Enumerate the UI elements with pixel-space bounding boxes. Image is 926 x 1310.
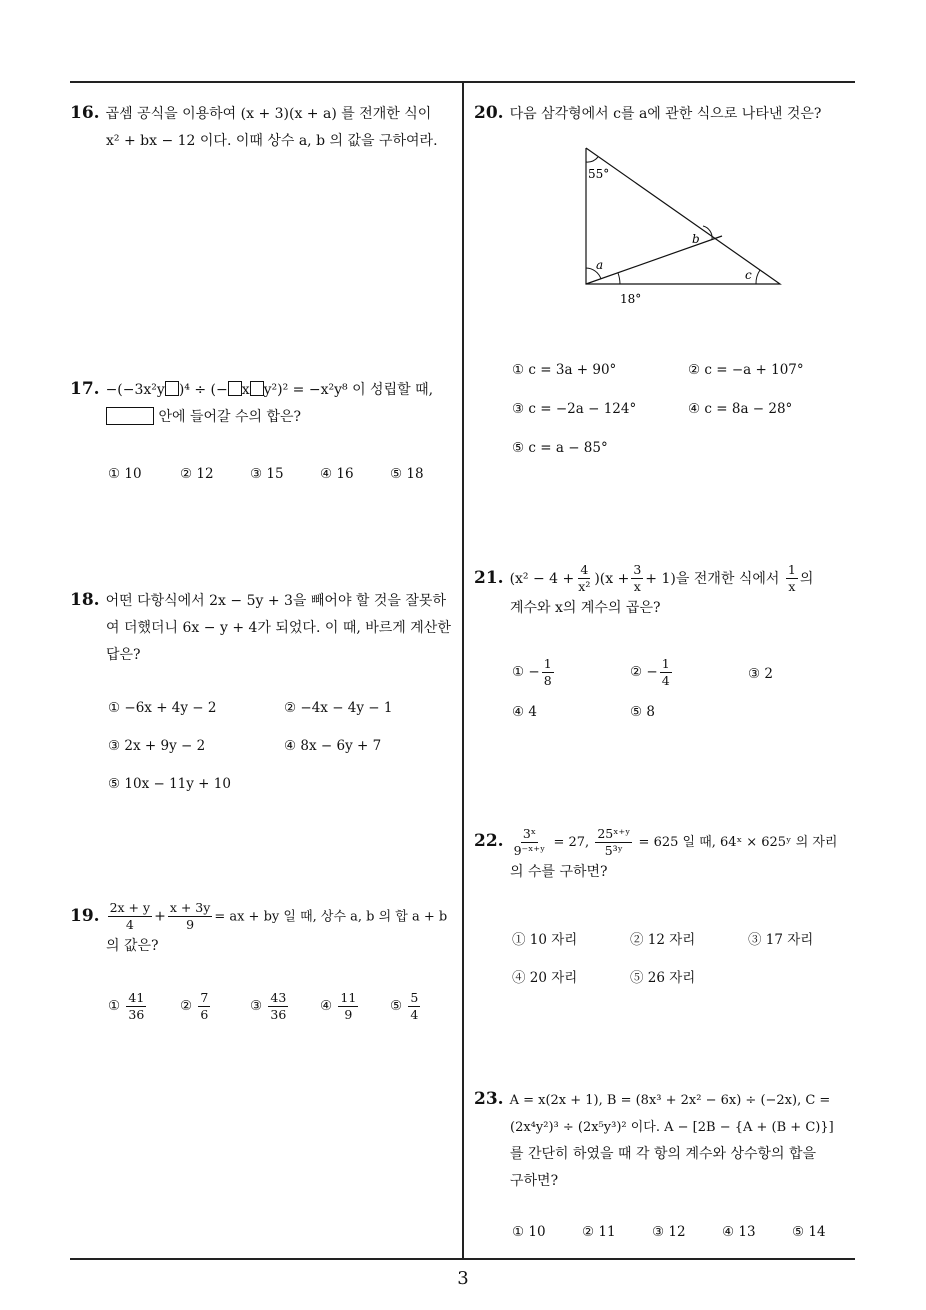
- question-text: = ax + by 일 때, 상수 a, b 의 합 a + b: [214, 909, 448, 925]
- option[interactable]: ③ 15: [250, 466, 284, 482]
- option[interactable]: ① −6x + 4y − 2: [108, 700, 217, 716]
- question-text: 곱셈 공식을 이용하여 (x + 3)(x + a) 를 전개한 식이: [105, 106, 432, 122]
- triangle-figure: [560, 140, 800, 310]
- option[interactable]: ① $\frac{41}{36}$: [108, 990, 145, 1022]
- option[interactable]: ③ 17 자리: [748, 932, 814, 948]
- option[interactable]: ④ 16: [320, 466, 354, 482]
- page-number: 3: [457, 1268, 469, 1289]
- option[interactable]: ② 11: [582, 1224, 616, 1240]
- option[interactable]: ② − $\frac{1}{4}$: [630, 656, 670, 688]
- blank-box: [228, 381, 242, 396]
- option[interactable]: ⑤ 14: [792, 1224, 826, 1240]
- answer-box: [106, 407, 154, 425]
- question-22: [474, 826, 866, 886]
- question-16: [70, 100, 460, 155]
- option[interactable]: ③ 12: [652, 1224, 686, 1240]
- question-23: [474, 1086, 866, 1195]
- option[interactable]: ⑤ c = a − 85°: [512, 440, 608, 456]
- bottom-rule: [70, 1258, 855, 1260]
- option[interactable]: ③ c = −2a − 124°: [512, 401, 637, 417]
- question-text: 안에 들어갈 수의 합은?: [70, 404, 460, 431]
- question-number: 18.: [70, 590, 100, 610]
- option[interactable]: ① c = 3a + 90°: [512, 362, 617, 378]
- option[interactable]: ④ c = 8a − 28°: [688, 401, 793, 417]
- question-text: (2x⁴y²)³ ÷ (2x⁵y³)² 이다. A − [2B − {A + (B + C)}]: [510, 1120, 834, 1135]
- fraction: $\frac{2x + y}{4}$: [109, 900, 151, 932]
- question-text: 답은?: [106, 647, 141, 663]
- option[interactable]: ① − $\frac{1}{8}$: [512, 656, 552, 688]
- question-text: 계수와 x의 계수의 곱은?: [510, 600, 661, 616]
- angle-label-b: b: [692, 232, 700, 246]
- angle-label-a: a: [596, 258, 604, 272]
- option[interactable]: ④ 20 자리: [512, 970, 578, 986]
- option[interactable]: ③ $\frac{43}{36}$: [250, 990, 287, 1022]
- option[interactable]: ② 12 자리: [630, 932, 696, 948]
- option[interactable]: ③ 2: [748, 666, 773, 682]
- question-17: [70, 376, 460, 431]
- angle-label-bottom: 18°: [620, 292, 642, 306]
- option[interactable]: ① 10 자리: [512, 932, 578, 948]
- option[interactable]: ⑤ 10x − 11y + 10: [108, 776, 231, 792]
- option[interactable]: ⑤ $\frac{5}{4}$: [390, 990, 419, 1022]
- question-text: −(−3x²y )⁴ ÷ (− x y²)² = −x²y⁸ 이 성립할 때,: [105, 382, 434, 398]
- option[interactable]: ⑤ 26 자리: [630, 970, 696, 986]
- option[interactable]: ⑤ 8: [630, 704, 655, 720]
- question-number: 20.: [474, 103, 504, 123]
- question-text: $\frac{\text{3ˣ}}{\text{9⁻ˣ⁺ʸ}}$ = 27, $\frac{\text{25ˣ⁺ʸ}}{\text{5³ʸ}}$ = 625 일 때, 64ˣ × 625ʸ 의 자리: [513, 826, 838, 858]
- question-text: 의 수를 구하면?: [510, 864, 608, 880]
- question-text: 의 값은?: [106, 938, 159, 954]
- option[interactable]: ① 10: [512, 1224, 546, 1240]
- question-text: 어떤 다항식에서 2x − 5y + 3을 빼어야 할 것을 잘못하: [105, 593, 446, 609]
- option[interactable]: ③ 2x + 9y − 2: [108, 738, 206, 754]
- question-18: [70, 587, 460, 669]
- angle-label-c: c: [745, 268, 752, 282]
- fraction: $\frac{x + 3y}{9}$: [169, 900, 211, 932]
- option[interactable]: ⑤ 18: [390, 466, 424, 482]
- question-number: 22.: [474, 831, 504, 851]
- option[interactable]: ④ $\frac{11}{9}$: [320, 990, 357, 1022]
- question-20: [474, 100, 864, 128]
- question-number: 21.: [474, 567, 504, 588]
- question-number: 17.: [70, 379, 100, 399]
- question-text: 구하면?: [510, 1173, 559, 1189]
- option[interactable]: ④ 8x − 6y + 7: [284, 738, 382, 754]
- blank-box: [165, 381, 179, 396]
- question-text: A = x(2x + 1), B = (8x³ + 2x² − 6x) ÷ (−2x), C =: [509, 1093, 831, 1108]
- question-text: (x² − 4 + $\frac{4}{\text{x²}}$ )(x + $\frac{3}{x}$ + 1)을 전개한 식에서 $\frac{1}{x}$ 의: [509, 562, 814, 594]
- option[interactable]: ② $\frac{7}{6}$: [180, 990, 209, 1022]
- question-text: 여 더했더니 6x − y + 4가 되었다. 이 때, 바르게 계산한: [106, 620, 451, 636]
- option[interactable]: ② −4x − 4y − 1: [284, 700, 393, 716]
- option[interactable]: ④ 4: [512, 704, 537, 720]
- question-19: 19. $\frac{2x + y}{4}$ + $\frac{x + 3y}{9}$ = ax + by 일 때, 상수 a, b 의 합 a + b 의 값은?: [70, 900, 462, 960]
- question-text: 다음 삼각형에서 c를 a에 관한 식으로 나타낸 것은?: [509, 106, 822, 122]
- question-text: 를 간단히 하였을 때 각 항의 계수와 상수항의 합을: [510, 1146, 817, 1162]
- column-divider: [462, 82, 464, 1258]
- option[interactable]: ② 12: [180, 466, 214, 482]
- angle-label-top: 55°: [588, 167, 610, 181]
- question-number: 23.: [474, 1089, 504, 1109]
- question-number: 19.: [70, 905, 100, 926]
- blank-box: [250, 381, 264, 396]
- option[interactable]: ① 10: [108, 466, 142, 482]
- question-text: x² + bx − 12 이다. 이때 상수 a, b 의 값을 구하여라.: [106, 133, 438, 149]
- option[interactable]: ② c = −a + 107°: [688, 362, 804, 378]
- question-21: [474, 562, 866, 622]
- question-number: 16.: [70, 103, 100, 123]
- option[interactable]: ④ 13: [722, 1224, 756, 1240]
